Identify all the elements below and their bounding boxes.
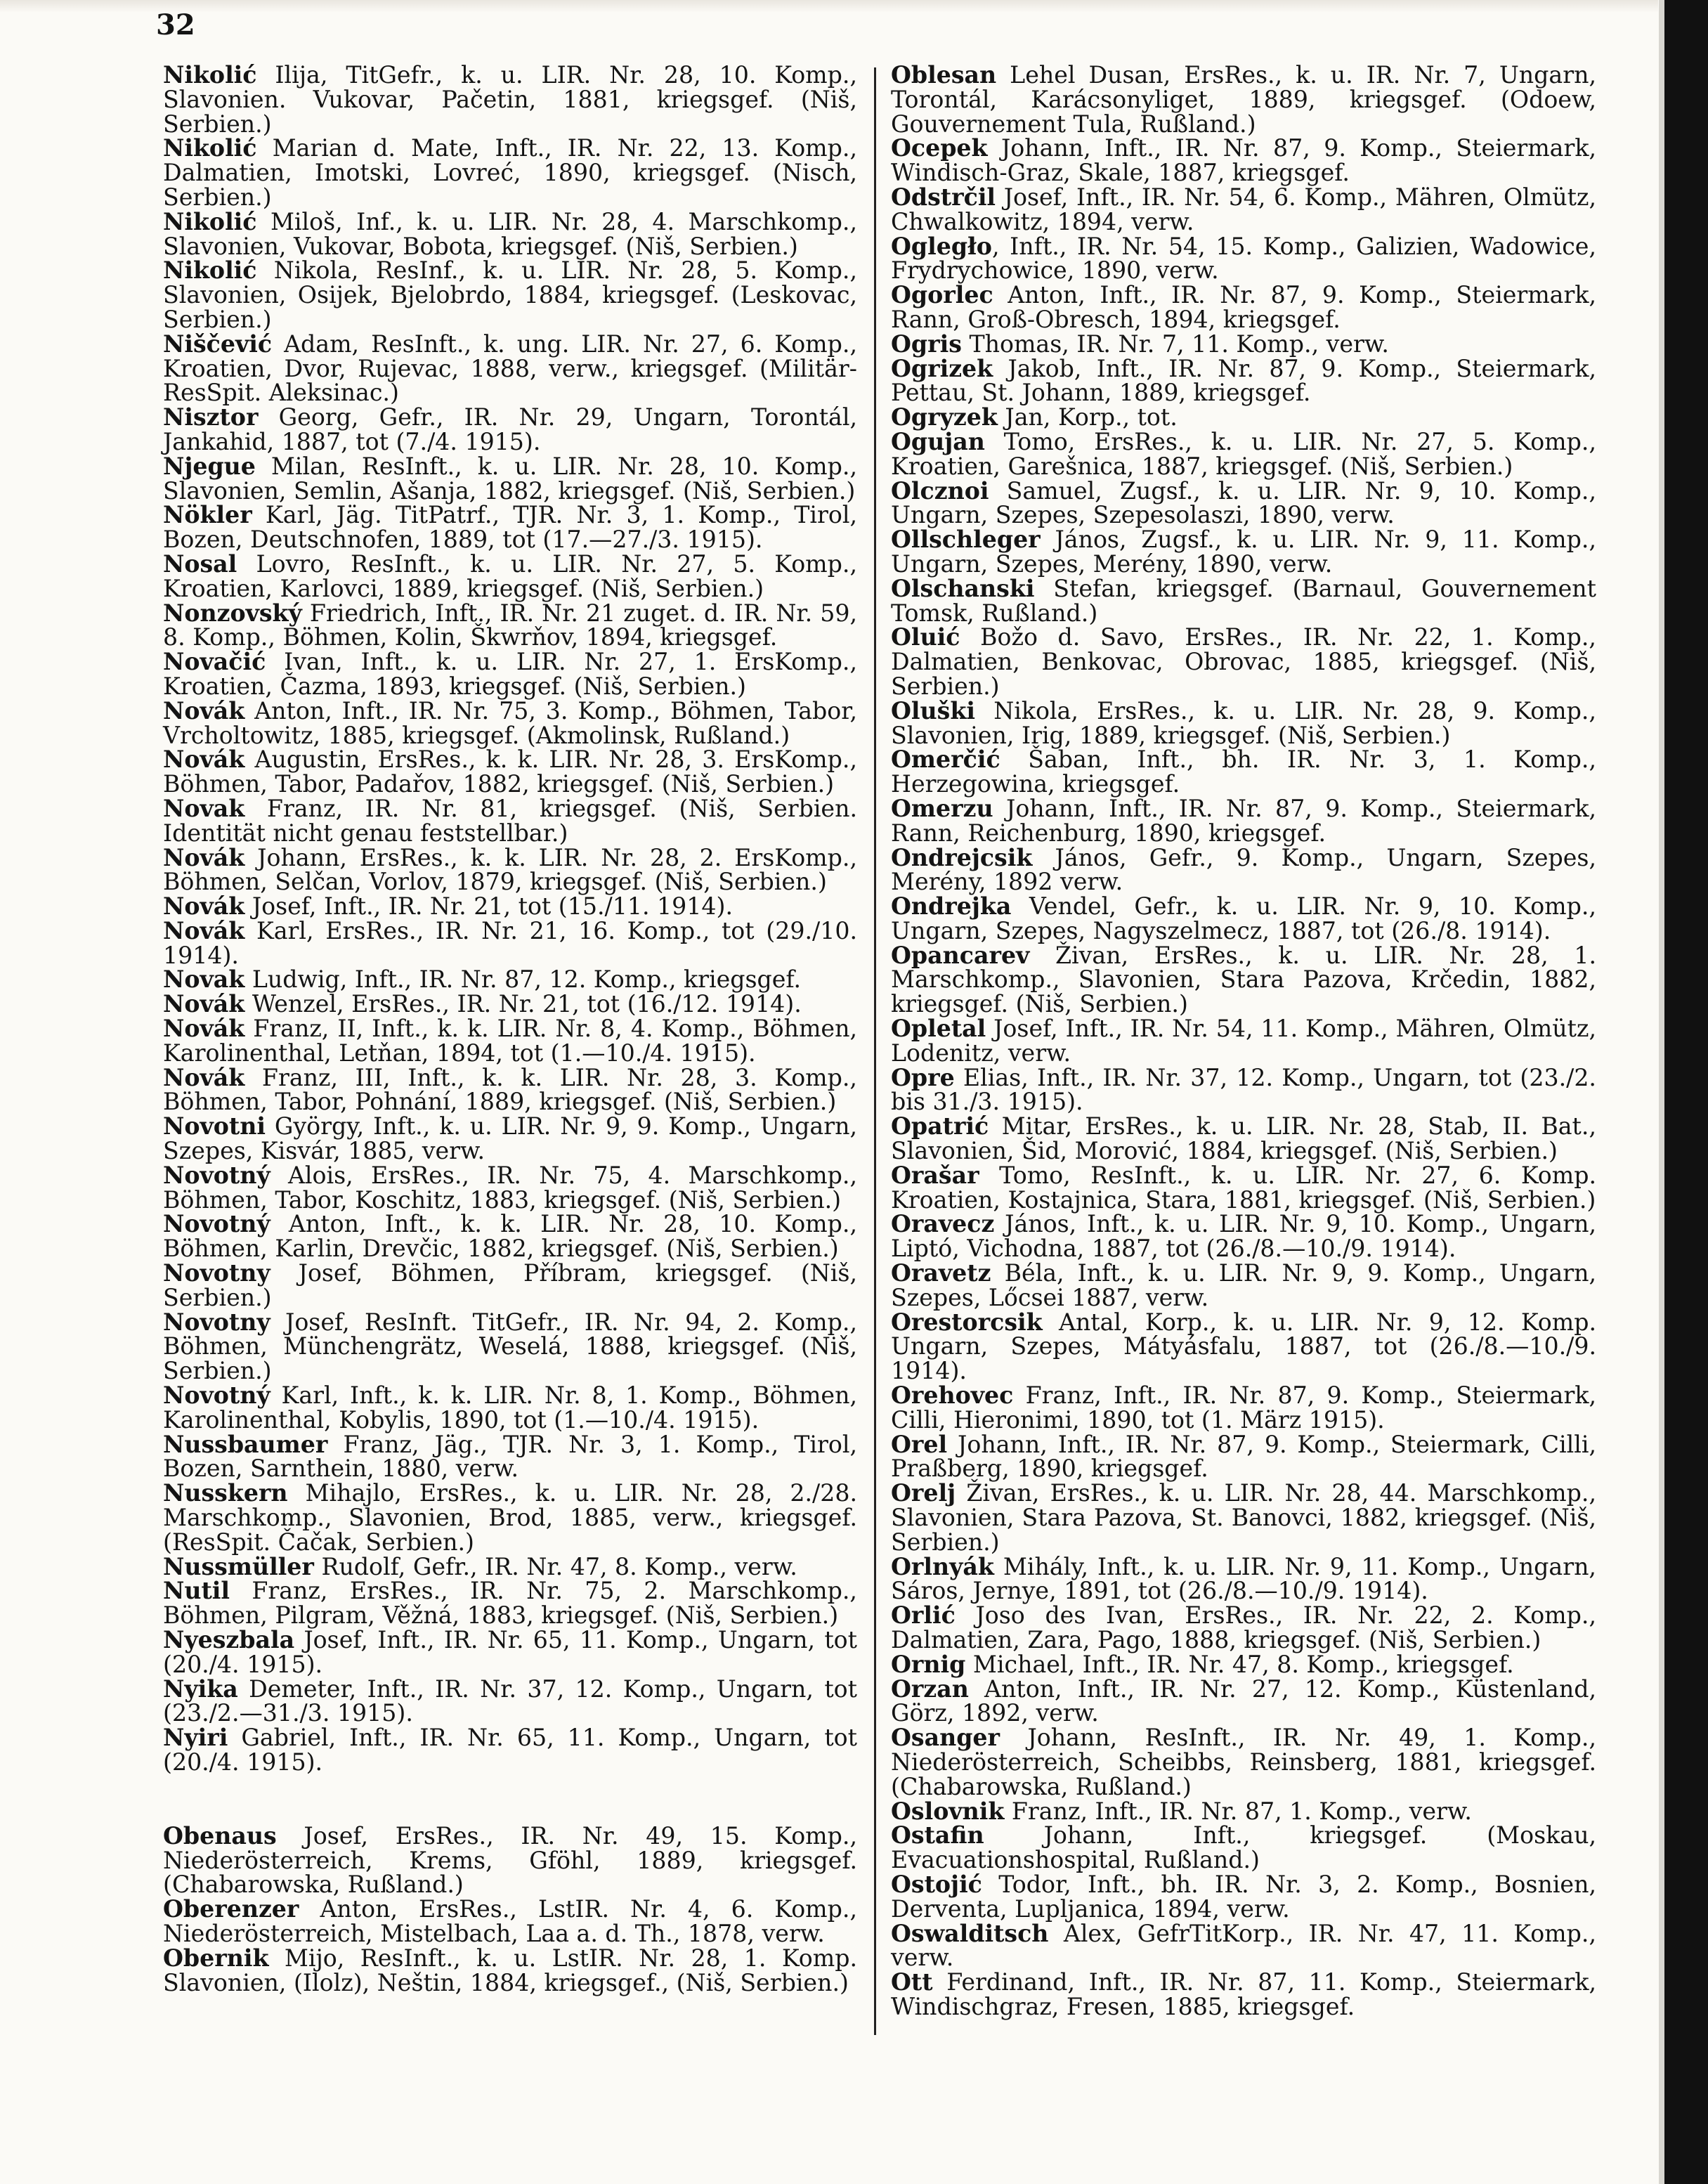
entry-surname: Ogris: [891, 330, 962, 358]
entry-details: Demeter, Inft., IR. Nr. 37, 12. Komp., Ungarn, tot (23./2.—31./3. 1915).: [163, 1675, 857, 1727]
entry-surname: Ott: [891, 1968, 933, 1996]
entry-details: Miloš, Inf., k. u. LIR. Nr. 28, 4. Marschkomp., Slavonien, Vukovar, Bobota, kriegsgef. (Niš, Serbien.): [163, 207, 857, 260]
register-entry: [891, 1970, 1596, 2020]
entry-surname: Omerzu: [891, 794, 993, 822]
entry-surname: Oblesan: [891, 61, 997, 89]
register-entry: [891, 843, 1596, 896]
register-entry: [891, 1797, 1596, 1825]
entry-surname: Novotný: [163, 1210, 270, 1238]
entry-details: Adam, ResInft., k. ung. LIR. Nr. 27, 6. Komp., Kroatien, Dvor, Rujevac, 1888, verw., kriegsgef. (Militär-ResSpit. Aleksinac.): [163, 330, 857, 407]
entry-details: Živan, ErsRes., k. u. LIR. Nr. 28, 1. Marschkomp., Slavonien, Stara Pazova, Krčedin, 1882, kriegsgef. (Niš, Serbien.): [891, 941, 1596, 1018]
entry-surname: Novotni: [163, 1112, 266, 1140]
register-entry: [891, 1430, 1596, 1483]
register-entry: [891, 1212, 1596, 1261]
entry-surname: Nisztor: [163, 403, 259, 431]
entry-surname: Olcznoi: [891, 476, 989, 505]
entry-surname: Novotny: [163, 1308, 270, 1336]
register-entry: [891, 283, 1596, 332]
entry-details: Mihály, Inft., k. u. LIR. Nr. 9, 11. Komp., Ungarn, Sáros, Jernye, 1891, tot (26./8.—10./9. 1914).: [891, 1552, 1596, 1605]
register-entry: [891, 625, 1596, 698]
register-entry: [163, 1821, 857, 1899]
register-entry: [163, 843, 857, 896]
entry-details: Josef, ErsRes., IR. Nr. 49, 15. Komp., Niederösterreich, Krems, Gföhl, 1889, kriegsgef. (Chabarowska, Rußland.): [163, 1821, 857, 1899]
register-entry: [163, 1481, 857, 1554]
register-entry: [891, 1384, 1596, 1433]
entry-details: György, Inft., k. u. LIR. Nr. 9, 9. Komp., Ungarn, Szepes, Kisvár, 1885, verw.: [163, 1112, 857, 1165]
entry-details: Anton, ErsRes., LstIR. Nr. 4, 6. Komp., Niederösterreich, Mistelbach, Laa a. d. Th., 1878, verw.: [163, 1895, 857, 1947]
entry-details: Johann, Inft., IR. Nr. 87, 9. Komp., Steiermark, Windisch-Graz, Skale, 1887, kriegsgef.: [891, 134, 1596, 187]
entry-surname: Opatrić: [891, 1112, 989, 1140]
register-entry: [891, 794, 1596, 847]
register-entry: [891, 1481, 1596, 1554]
register-entry: [891, 1601, 1596, 1653]
register-entry: [163, 650, 857, 699]
entry-details: Franz, II, Inft., k. k. LIR. Nr. 8, 4. Komp., Böhmen, Karolinenthal, Letňan, 1894, tot (1.—10./4. 1915).: [163, 1015, 857, 1067]
entry-details: Franz, Inft., IR. Nr. 87, 9. Komp., Steiermark, Cilli, Hieronimi, 1890, tot (1. März 1915).: [891, 1382, 1596, 1434]
entry-details: Friedrich, Inft., IR. Nr. 21 zuget. d. IR. Nr. 59, 8. Komp., Böhmen, Kolin, Škwrňov, 1894, kriegsgef.: [163, 599, 857, 651]
register-entry: [163, 1897, 857, 1946]
entry-details: Josef, Inft., IR. Nr. 65, 11. Komp., Ungarn, tot (20./4. 1915).: [163, 1626, 857, 1678]
entry-surname: Ogległo: [891, 232, 992, 260]
entry-details: Nikola, ErsRes., k. u. LIR. Nr. 28, 9. Komp., Slavonien, Irig, 1889, kriegsgef. (Niš, Serbien.): [891, 696, 1596, 749]
entry-details: Béla, Inft., k. u. LIR. Nr. 9, 9. Komp., Ungarn, Szepes, Lőcsei 1887, verw.: [891, 1259, 1596, 1311]
entry-surname: Oswalditsch: [891, 1919, 1049, 1947]
entry-surname: Nikolić: [163, 61, 257, 89]
entry-details: Anton, Inft., IR. Nr. 75, 3. Komp., Böhmen, Tabor, Vrcholtowitz, 1885, kriegsgef. (Akmolinsk, Rußland.): [163, 696, 857, 749]
entry-details: Josef, ResInft. TitGefr., IR. Nr. 94, 2. Komp., Böhmen, Münchengrätz, Weselá, 1888, kriegsgef. (Niš, Serbien.): [163, 1308, 857, 1385]
entry-details: Johann, ResInft., IR. Nr. 49, 1. Komp., Niederösterreich, Scheibbs, Reinsberg, 1881, kriegsgef. (Chabarowska, Rußland.): [891, 1724, 1596, 1800]
register-entry: [891, 941, 1596, 1018]
entry-surname: Ostojić: [891, 1870, 982, 1898]
register-entry: [163, 207, 857, 260]
register-entry: [163, 892, 857, 921]
left-column: [163, 63, 857, 1995]
register-entry: [163, 1308, 857, 1385]
entry-details: Franz, III, Inft., k. k. LIR. Nr. 28, 3. Komp., Böhmen, Tabor, Pohnání, 1889, kriegsgef. (Niš, Serbien.): [163, 1063, 857, 1116]
page-number: 32: [156, 8, 195, 41]
section-gap: [163, 1775, 857, 1824]
entry-surname: Oslovnik: [891, 1797, 1005, 1825]
register-entry: [891, 354, 1596, 407]
register-entry: [891, 63, 1596, 136]
entry-surname: Nökler: [163, 501, 252, 529]
register-entry: [163, 748, 857, 797]
entry-surname: Novotny: [163, 1259, 270, 1287]
register-entry: [163, 1628, 857, 1677]
entry-details: Nikola, ResInf., k. u. LIR. Nr. 28, 5. Komp., Slavonien, Osijek, Bjelobrdo, 1884, kriegsgef. (Leskovac, Serbien.): [163, 256, 857, 333]
entry-details: Mijo, ResInft., k. u. LstIR. Nr. 28, 1. Komp. Slavonien, (Ilolz), Neštin, 1884, kriegsgef., (Niš, Serbien.): [163, 1944, 857, 1996]
register-entry: [891, 1870, 1596, 1923]
entry-details: Alois, ErsRes., IR. Nr. 75, 4. Marschkomp., Böhmen, Tabor, Koschitz, 1883, kriegsgef. (Niš, Serbien.): [163, 1161, 857, 1214]
register-entry: [891, 1308, 1596, 1385]
register-entry: [891, 1261, 1596, 1311]
register-entry: [163, 452, 857, 505]
entry-surname: Ornig: [891, 1650, 966, 1678]
register-entry: [891, 136, 1596, 186]
entry-surname: Novak: [163, 794, 245, 822]
entry-details: Stefan, kriegsgef. (Barnaul, Gouvernement Tomsk, Rußland.): [891, 574, 1596, 627]
entry-surname: Ostafin: [891, 1821, 984, 1850]
register-entry: [891, 1919, 1596, 1972]
register-entry: [891, 574, 1596, 627]
entry-surname: Novák: [163, 892, 245, 921]
register-entry: [163, 1430, 857, 1483]
entry-surname: Nussbaumer: [163, 1430, 328, 1458]
entry-surname: Nonzovský: [163, 599, 302, 627]
register-entry: [163, 992, 857, 1017]
right-column: [891, 63, 1596, 2020]
register-entry: [163, 1946, 857, 1996]
page-edge-shadow: [1659, 0, 1664, 2184]
entry-surname: Novák: [163, 916, 245, 944]
scan-border-right: [1664, 0, 1708, 2184]
entry-surname: Novák: [163, 696, 245, 724]
entry-surname: Nusskern: [163, 1479, 288, 1507]
entry-details: Jakob, Inft., IR. Nr. 87, 9. Komp., Steiermark, Pettau, St. Johann, 1889, kriegsgef.: [891, 354, 1596, 407]
register-entry: [891, 183, 1596, 235]
entry-details: Georg, Gefr., IR. Nr. 29, Ungarn, Torontál, Jankahid, 1887, tot (7./4. 1915).: [163, 403, 857, 455]
register-entry: [891, 232, 1596, 285]
entry-surname: Novák: [163, 1063, 245, 1091]
entry-surname: Oluić: [891, 623, 960, 651]
entry-details: Josef, Inft., IR. Nr. 54, 6. Komp., Mähren, Olmütz, Chwalkowitz, 1894, verw.: [891, 183, 1596, 235]
entry-surname: Opre: [891, 1063, 955, 1091]
page-top-edge: [0, 0, 1658, 13]
entry-surname: Nutil: [163, 1577, 230, 1605]
entry-surname: Ocepek: [891, 134, 988, 162]
register-entry: [163, 1552, 857, 1580]
entry-surname: Olschanski: [891, 574, 1035, 602]
entry-details: Gabriel, Inft., IR. Nr. 65, 11. Komp., Ungarn, tot (20./4. 1915).: [163, 1724, 857, 1776]
entry-details: , Inft., IR. Nr. 54, 15. Komp., Galizien, Wadowice, Frydrychowice, 1890, verw.: [891, 232, 1596, 285]
entry-details: Ferdinand, Inft., IR. Nr. 87, 11. Komp., Steiermark, Windischgraz, Fresen, 1885, kriegsgef.: [891, 1968, 1596, 2020]
register-entry: [163, 1261, 857, 1311]
register-entry: [163, 1677, 857, 1727]
entry-details: Mihajlo, ErsRes., k. u. LIR. Nr. 28, 2./28. Marschkomp., Slavonien, Brod, 1885, verw., kriegsgef. (ResSpit. Čačak, Serbien.): [163, 1479, 857, 1556]
entry-details: Johann, Inft., IR. Nr. 87, 9. Komp., Steiermark, Cilli, Praßberg, 1890, kriegsgef.: [891, 1430, 1596, 1483]
entry-surname: Novotný: [163, 1161, 270, 1189]
entry-surname: Nikolić: [163, 256, 257, 285]
entry-surname: Odstrčil: [891, 183, 996, 211]
entry-surname: Novačić: [163, 648, 266, 676]
entry-details: Antal, Korp., k. u. LIR. Nr. 9, 12. Komp. Ungarn, Szepes, Mátyásfalu, 1887, tot (26./8.—10./9. 1914).: [891, 1308, 1596, 1385]
entry-details: Samuel, Zugsf., k. u. LIR. Nr. 9, 10. Komp., Ungarn, Szepes, Szepesolaszi, 1890, verw.: [891, 476, 1596, 529]
entry-surname: Obernik: [163, 1944, 269, 1972]
register-entry: [163, 794, 857, 847]
register-entry: [163, 1579, 857, 1628]
register-entry: [163, 1726, 857, 1775]
entry-surname: Ondrejka: [891, 892, 1012, 921]
entry-details: Marian d. Mate, Inft., IR. Nr. 22, 13. Komp., Dalmatien, Imotski, Lovreć, 1890, kriegsgef. (Nisch, Serbien.): [163, 134, 857, 211]
entry-surname: Oluški: [891, 696, 975, 724]
entry-details: Alex, GefrTitKorp., IR. Nr. 47, 11. Komp., verw.: [891, 1919, 1596, 1972]
register-entry: [163, 1063, 857, 1116]
entry-details: Johann, Inft., kriegsgef. (Moskau, Evacuationshospital, Rußland.): [891, 1821, 1596, 1874]
entry-surname: Novák: [163, 746, 245, 774]
entry-surname: Njegue: [163, 452, 256, 480]
register-entry: [163, 256, 857, 333]
entry-surname: Obenaus: [163, 1821, 277, 1850]
entry-surname: Opancarev: [891, 941, 1030, 969]
entry-details: Johann, ErsRes., k. k. LIR. Nr. 28, 2. ErsKomp., Böhmen, Selčan, Vorlov, 1879, kriegsgef. (Niš, Serbien.): [163, 843, 857, 896]
entry-surname: Orzan: [891, 1675, 969, 1703]
entry-details: Johann, Inft., IR. Nr. 87, 9. Komp., Steiermark, Rann, Reichenburg, 1890, kriegsgef.: [891, 794, 1596, 847]
register-entry: [891, 1063, 1596, 1116]
register-entry: [891, 892, 1596, 944]
entry-details: Karl, Inft., k. k. LIR. Nr. 8, 1. Komp., Böhmen, Karolinenthal, Kobylis, 1890, tot (1.—10./4. 1915).: [163, 1382, 857, 1434]
register-entry: [163, 503, 857, 552]
register-entry: [891, 696, 1596, 749]
entry-surname: Ogujan: [891, 427, 985, 455]
register-entry: [891, 1161, 1596, 1214]
entry-details: Thomas, IR. Nr. 7, 11. Komp., verw.: [961, 330, 1389, 358]
entry-details: Božo d. Savo, ErsRes., IR. Nr. 22, 1. Komp., Dalmatien, Benkovac, Obrovac, 1885, kriegsgef. (Niš, Serbien.): [891, 623, 1596, 700]
entry-details: Jan, Korp., tot.: [997, 403, 1178, 431]
entry-details: Vendel, Gefr., k. u. LIR. Nr. 9, 10. Komp., Ungarn, Szepes, Nagyszelmecz, 1887, tot (26./8. 1914).: [891, 892, 1596, 944]
entry-details: Todor, Inft., bh. IR. Nr. 3, 2. Komp., Bosnien, Derventa, Lupljanica, 1894, verw.: [891, 1870, 1596, 1923]
entry-details: Tomo, ErsRes., k. u. LIR. Nr. 27, 5. Komp., Kroatien, Garešnica, 1887, kriegsgef. (Niš, Serbien.): [891, 427, 1596, 480]
entry-details: Karl, ErsRes., IR. Nr. 21, 16. Komp., tot (29./10. 1914).: [163, 916, 857, 969]
entry-surname: Oberenzer: [163, 1895, 299, 1923]
entry-details: Elias, Inft., IR. Nr. 37, 12. Komp., Ungarn, tot (23./2. bis 31./3. 1915).: [891, 1063, 1596, 1116]
register-entry: [891, 748, 1596, 797]
register-entry: [163, 1212, 857, 1261]
entry-details: Franz, IR. Nr. 81, kriegsgef. (Niš, Serbien. Identität nicht genau feststellbar.): [163, 794, 857, 847]
entry-surname: Novák: [163, 1015, 245, 1043]
entry-details: Franz, Jäg., TJR. Nr. 3, 1. Komp., Tirol, Bozen, Sarnthein, 1880, verw.: [163, 1430, 857, 1483]
entry-surname: Novotný: [163, 1382, 270, 1410]
register-entry: [163, 1161, 857, 1214]
entry-details: Franz, Inft., IR. Nr. 87, 1. Komp., verw.: [1004, 1797, 1472, 1825]
register-entry: [891, 1726, 1596, 1799]
entry-details: Milan, ResInft., k. u. LIR. Nr. 28, 10. Komp., Slavonien, Semlin, Ašanja, 1882, kriegsgef. (Niš, Serbien.): [163, 452, 857, 505]
entry-surname: Oravecz: [891, 1210, 995, 1238]
entry-details: Josef, Inft., IR. Nr. 21, tot (15./11. 1914).: [245, 892, 733, 921]
register-entry: [891, 1677, 1596, 1727]
entry-surname: Nyiri: [163, 1724, 228, 1752]
register-entry: [163, 968, 857, 992]
register-entry: [163, 405, 857, 455]
entry-surname: Orašar: [891, 1161, 979, 1189]
entry-surname: Nyika: [163, 1675, 238, 1703]
entry-surname: Ogorlec: [891, 281, 993, 309]
entry-details: János, Zugsf., k. u. LIR. Nr. 9, 11. Komp., Ungarn, Szepes, Merény, 1890, verw.: [891, 526, 1596, 578]
entry-details: Josef, Inft., IR. Nr. 54, 11. Komp., Mähren, Olmütz, Lodenitz, verw.: [891, 1015, 1596, 1067]
entry-details: Anton, Inft., IR. Nr. 87, 9. Komp., Steiermark, Rann, Groß-Obresch, 1894, kriegsgef.: [891, 281, 1596, 333]
entry-details: Šaban, Inft., bh. IR. Nr. 3, 1. Komp., Herzegowina, kriegsgef.: [891, 746, 1596, 798]
entry-details: Tomo, ResInft., k. u. LIR. Nr. 27, 6. Komp. Kroatien, Kostajnica, Stara, 1881, kriegsgef. (Niš, Serbien.): [891, 1161, 1596, 1214]
register-entry: [891, 405, 1596, 430]
entry-details: Ludwig, Inft., IR. Nr. 87, 12. Komp., kriegsgef.: [245, 966, 802, 994]
entry-details: Karl, Jäg. TitPatrf., TJR. Nr. 3, 1. Komp., Tirol, Bozen, Deutschnofen, 1889, tot (17.—27./3. 1915).: [163, 501, 857, 554]
entry-surname: Ogrizek: [891, 354, 993, 382]
register-entry: [891, 1650, 1596, 1678]
entry-surname: Nussmüller: [163, 1552, 314, 1580]
entry-surname: Nikolić: [163, 207, 257, 235]
entry-surname: Niščević: [163, 330, 273, 358]
register-entry: [891, 1821, 1596, 1874]
entry-details: Joso des Ivan, ErsRes., IR. Nr. 22, 2. Komp., Dalmatien, Zara, Pago, 1888, kriegsgef. (Niš, Serbien.): [891, 1601, 1596, 1653]
register-entry: [163, 1384, 857, 1433]
entry-surname: Novák: [163, 990, 245, 1018]
entry-surname: Orehovec: [891, 1382, 1014, 1410]
entry-surname: Orelj: [891, 1479, 956, 1507]
entry-surname: Omerčić: [891, 746, 1000, 774]
entry-details: Rudolf, Gefr., IR. Nr. 47, 8. Komp., verw.: [313, 1552, 797, 1580]
entry-details: Michael, Inft., IR. Nr. 47, 8. Komp., kriegsgef.: [965, 1650, 1514, 1678]
entry-details: Ilija, TitGefr., k. u. LIR. Nr. 28, 10. Komp., Slavonien. Vukovar, Pačetin, 1881, kriegsgef. (Niš, Serbien.): [163, 61, 857, 138]
register-entry: [891, 528, 1596, 577]
register-entry: [163, 332, 857, 405]
entry-surname: Nyeszbala: [163, 1626, 295, 1653]
register-entry: [891, 476, 1596, 529]
register-entry: [163, 136, 857, 209]
register-entry: [163, 599, 857, 651]
entry-details: Franz, ErsRes., IR. Nr. 75, 2. Marschkomp., Böhmen, Pilgram, Věžná, 1883, kriegsgef. (Niš, Serbien.): [163, 1577, 857, 1630]
entry-surname: Nosal: [163, 550, 237, 578]
register-entry: [891, 427, 1596, 480]
entry-details: Augustin, ErsRes., k. k. LIR. Nr. 28, 3. ErsKomp., Böhmen, Tabor, Padařov, 1882, kriegsgef. (Niš, Serbien.): [163, 746, 857, 798]
column-divider: [874, 67, 876, 2035]
register-entry: [891, 1114, 1596, 1164]
entry-surname: Ollschleger: [891, 526, 1041, 554]
entry-details: Josef, Böhmen, Příbram, kriegsgef. (Niš, Serbien.): [163, 1259, 857, 1311]
entry-details: János, Gefr., 9. Komp., Ungarn, Szepes, Merény, 1892 verw.: [891, 843, 1596, 896]
entry-surname: Orlnyák: [891, 1552, 994, 1580]
register-entry: [163, 1017, 857, 1066]
entry-details: Wenzel, ErsRes., IR. Nr. 21, tot (16./12. 1914).: [245, 990, 802, 1018]
entry-details: Ivan, Inft., k. u. LIR. Nr. 27, 1. ErsKomp., Kroatien, Čazma, 1893, kriegsgef. (Niš, Serbien.): [163, 648, 857, 700]
entry-details: Živan, ErsRes., k. u. LIR. Nr. 28, 44. Marschkomp., Slavonien, Stara Pazova, St. Banovci, 1882, kriegsgef. (Niš, Serbien.): [891, 1479, 1596, 1556]
entry-surname: Orel: [891, 1430, 948, 1458]
register-entry: [163, 696, 857, 749]
entry-surname: Novak: [163, 966, 245, 994]
entry-surname: Orestorcsik: [891, 1308, 1043, 1336]
register-entry: [163, 552, 857, 602]
register-entry: [891, 332, 1596, 357]
entry-details: Mitar, ErsRes., k. u. LIR. Nr. 28, Stab, II. Bat., Slavonien, Šid, Morović, 1884, kriegsgef. (Niš, Serbien.): [891, 1112, 1596, 1165]
register-entry: [163, 63, 857, 136]
entry-surname: Oravetz: [891, 1259, 991, 1287]
entry-surname: Nikolić: [163, 134, 257, 162]
entry-surname: Opletal: [891, 1015, 986, 1043]
entry-details: Lehel Dusan, ErsRes., k. u. IR. Nr. 7, Ungarn, Torontál, Karácsonyliget, 1889, kriegsgef. (Odoew, Gouvernement Tula, Rußland.): [891, 61, 1596, 138]
entry-surname: Osanger: [891, 1724, 1000, 1752]
entry-surname: Novák: [163, 843, 245, 871]
register-entry: [891, 1017, 1596, 1066]
entry-details: Anton, Inft., k. k. LIR. Nr. 28, 10. Komp., Böhmen, Karlin, Drevčic, 1882, kriegsgef. (Niš, Serbien.): [163, 1210, 857, 1263]
entry-details: Anton, Inft., IR. Nr. 27, 12. Komp., Küstenland, Görz, 1892, verw.: [891, 1675, 1596, 1727]
entry-surname: Ogryzek: [891, 403, 998, 431]
entry-surname: Orlić: [891, 1601, 956, 1630]
register-entry: [163, 1114, 857, 1164]
register-entry: [163, 916, 857, 969]
entry-surname: Ondrejcsik: [891, 843, 1033, 871]
register-entry: [891, 1552, 1596, 1605]
entry-details: Lovro, ResInft., k. u. LIR. Nr. 27, 5. Komp., Kroatien, Karlovci, 1889, kriegsgef. (Niš, Serbien.): [163, 550, 857, 602]
entry-details: János, Inft., k. u. LIR. Nr. 9, 10. Komp., Ungarn, Liptó, Vichodna, 1887, tot (26./8.—10./9. 1914).: [891, 1210, 1596, 1263]
